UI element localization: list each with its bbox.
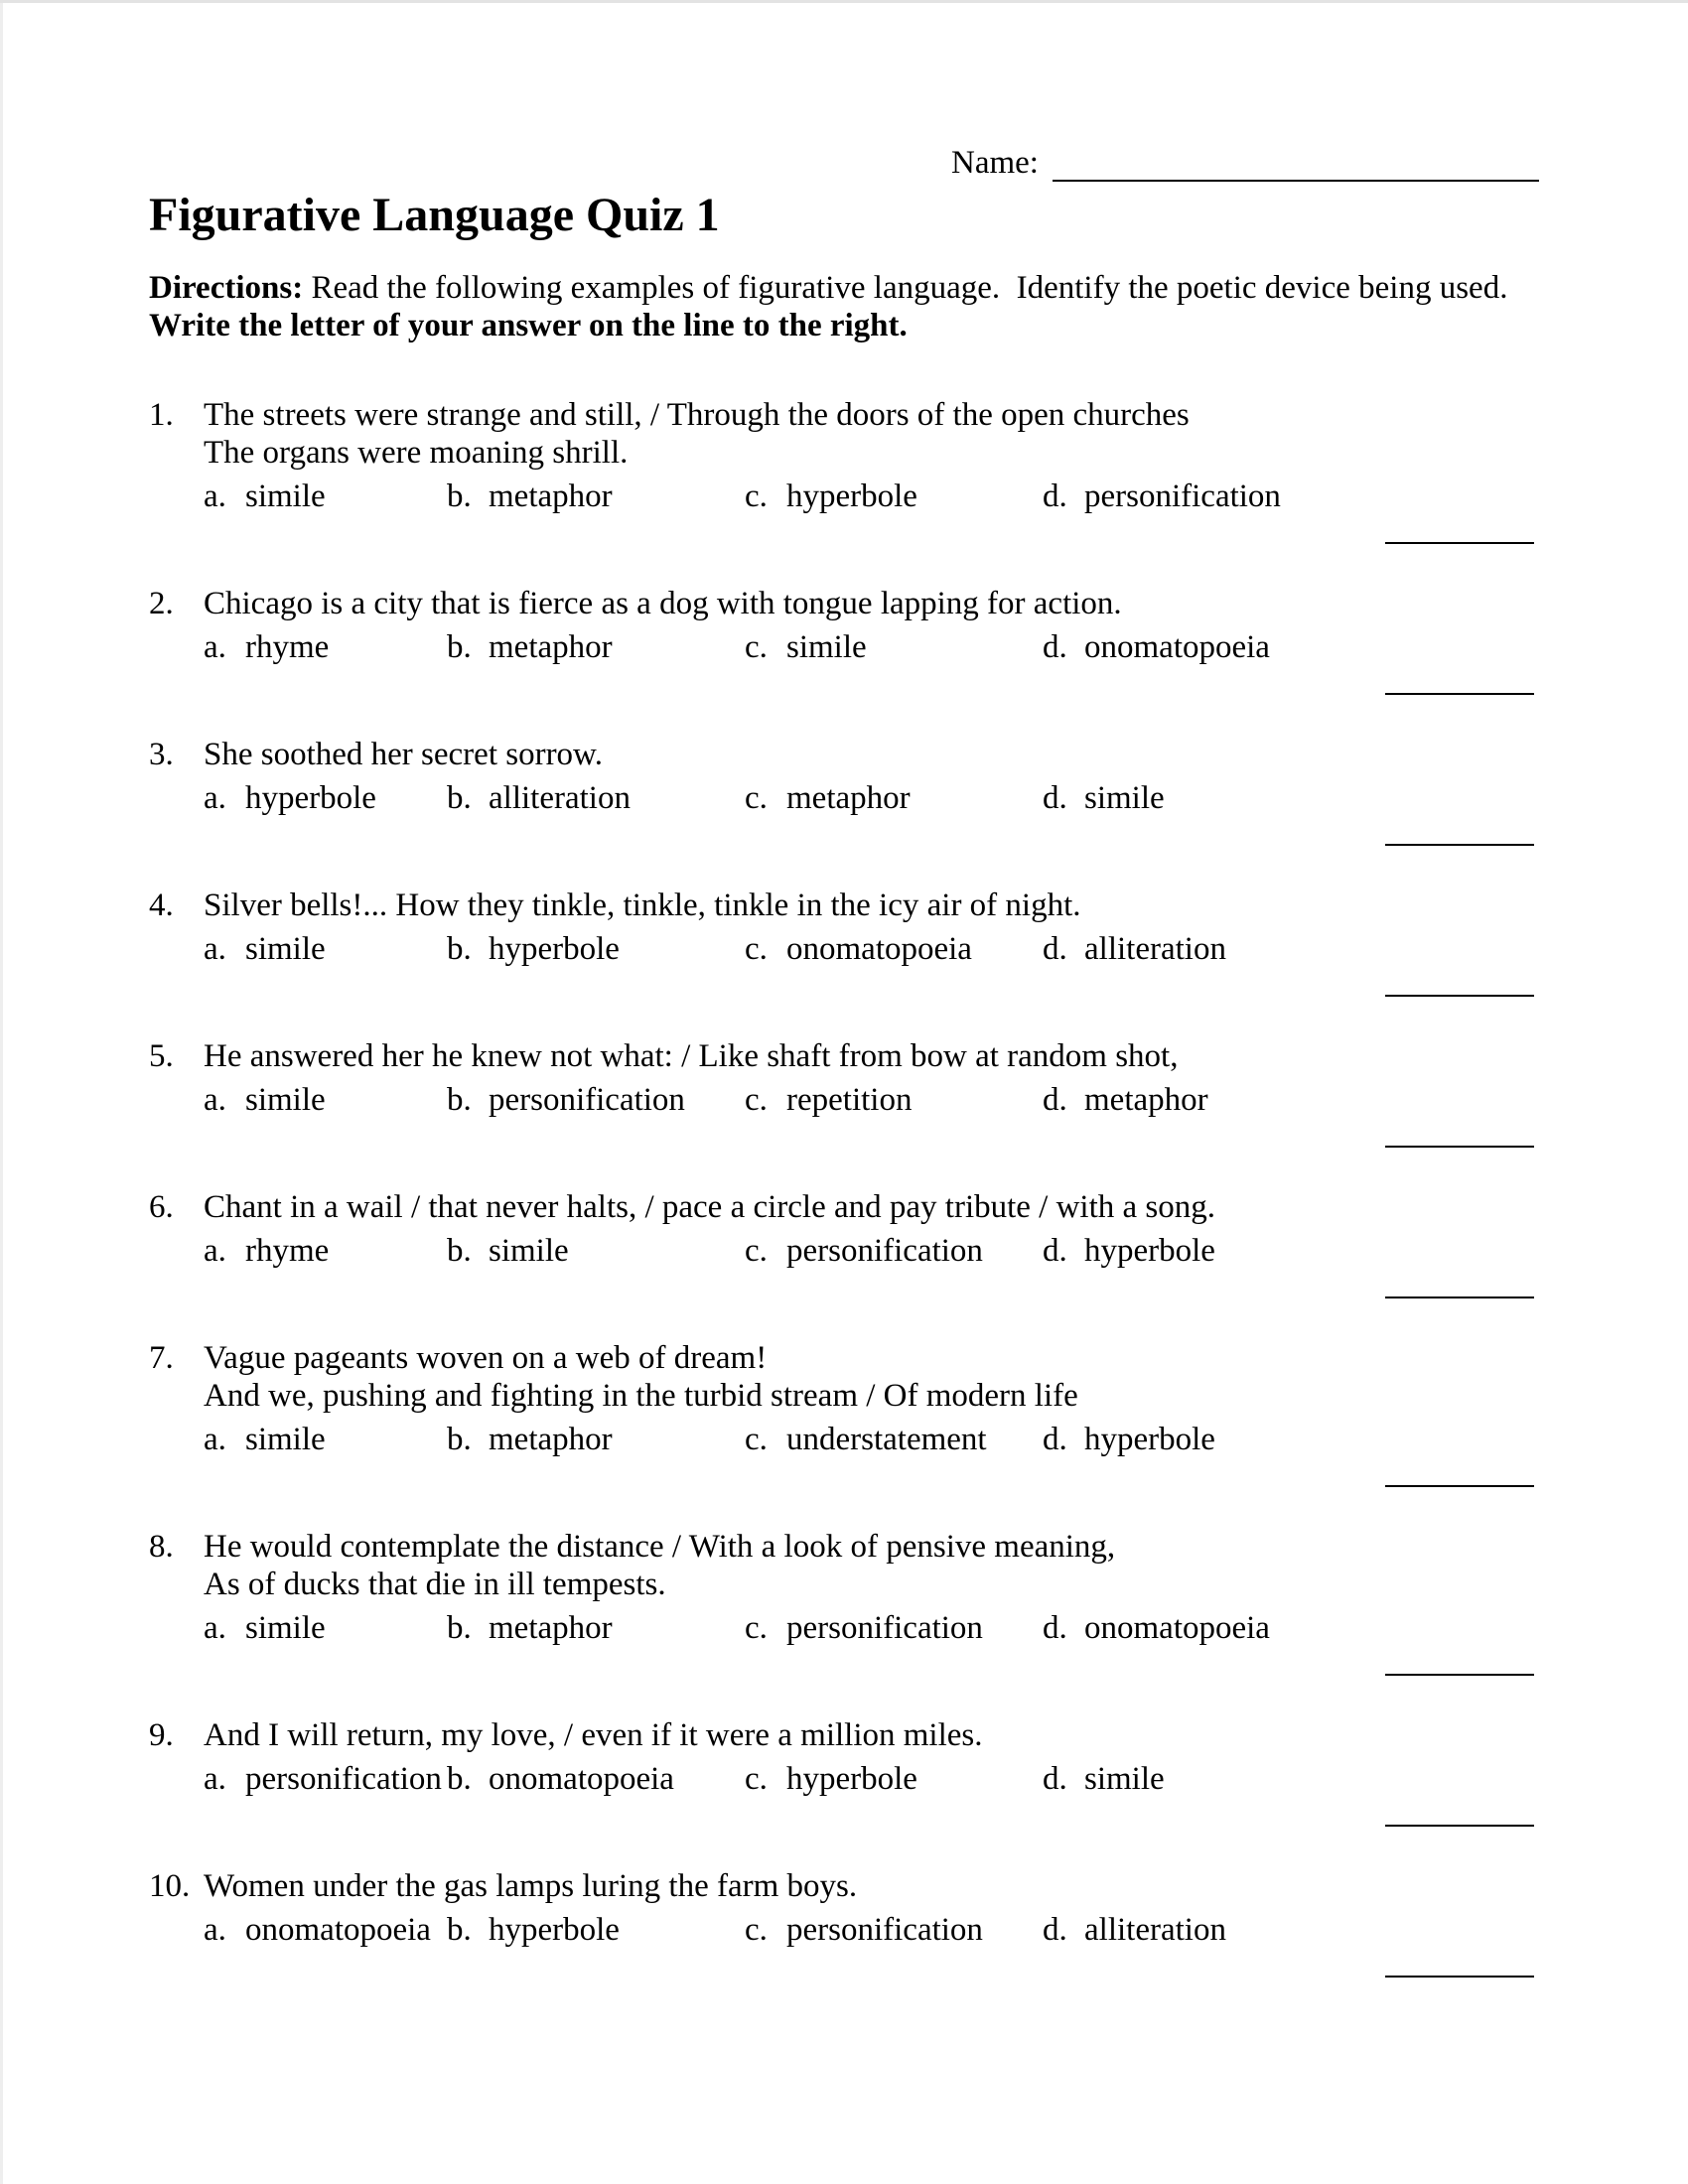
option-letter: a. xyxy=(204,1233,226,1269)
option-b xyxy=(447,478,745,515)
question-number: 4. xyxy=(149,887,174,923)
option-letter: b. xyxy=(447,1422,472,1457)
option-a xyxy=(204,1232,447,1270)
answer-blank-8[interactable] xyxy=(1385,1674,1534,1676)
question-9 xyxy=(149,1716,1539,1827)
option-c xyxy=(745,779,1043,817)
question-10 xyxy=(149,1867,1539,1978)
option-letter: a. xyxy=(204,1912,226,1948)
option-letter: c. xyxy=(745,1082,768,1118)
option-b xyxy=(447,779,745,817)
answer-blank-6[interactable] xyxy=(1385,1297,1534,1298)
option-label: alliteration xyxy=(1084,931,1226,967)
options-row xyxy=(204,1232,1539,1270)
option-d xyxy=(1043,1760,1539,1798)
option-d xyxy=(1043,1609,1539,1647)
option-letter: d. xyxy=(1043,1082,1067,1118)
option-label: personification xyxy=(245,1761,442,1797)
option-d xyxy=(1043,1232,1539,1270)
options-row xyxy=(204,1421,1539,1458)
options-row xyxy=(204,1609,1539,1647)
question-number: 9. xyxy=(149,1717,174,1753)
option-letter: b. xyxy=(447,1761,472,1797)
option-label: onomatopoeia xyxy=(245,1912,431,1948)
option-label: metaphor xyxy=(786,780,911,816)
option-d xyxy=(1043,628,1539,666)
option-label: onomatopoeia xyxy=(1084,629,1270,665)
option-letter: c. xyxy=(745,629,768,665)
option-label: metaphor xyxy=(489,478,613,514)
option-d xyxy=(1043,1421,1539,1458)
option-label: rhyme xyxy=(245,629,330,665)
question-number: 5. xyxy=(149,1038,174,1074)
option-letter: a. xyxy=(204,1610,226,1646)
answer-blank-3[interactable] xyxy=(1385,844,1534,846)
options-row xyxy=(204,628,1539,666)
option-label: metaphor xyxy=(489,1422,613,1457)
option-label: hyperbole xyxy=(1084,1422,1215,1457)
option-letter: a. xyxy=(204,1082,226,1118)
question-quote-line: Vague pageants woven on a web of dream! xyxy=(204,1340,768,1376)
page-title: Figurative Language Quiz 1 xyxy=(149,189,720,241)
question-2 xyxy=(149,585,1539,695)
option-d xyxy=(1043,1911,1539,1949)
option-label: hyperbole xyxy=(786,478,917,514)
option-letter: a. xyxy=(204,1761,226,1797)
question-number: 6. xyxy=(149,1189,174,1225)
option-letter: d. xyxy=(1043,780,1067,816)
option-letter: a. xyxy=(204,629,226,665)
option-letter: c. xyxy=(745,1233,768,1269)
option-b xyxy=(447,1421,745,1458)
option-label: hyperbole xyxy=(489,931,620,967)
question-quote-line: He answered her he knew not what: / Like shaft from bow at random shot, xyxy=(204,1038,1179,1074)
option-c xyxy=(745,1232,1043,1270)
option-c xyxy=(745,478,1043,515)
answer-blank-2[interactable] xyxy=(1385,693,1534,695)
question-number: 3. xyxy=(149,737,174,772)
option-label: personification xyxy=(786,1912,983,1948)
question-3 xyxy=(149,736,1539,846)
option-letter: b. xyxy=(447,931,472,967)
option-label: simile xyxy=(1084,780,1165,816)
option-a xyxy=(204,779,447,817)
option-letter: b. xyxy=(447,1610,472,1646)
answer-blank-1[interactable] xyxy=(1385,542,1534,544)
question-number: 8. xyxy=(149,1529,174,1565)
option-label: metaphor xyxy=(489,1610,613,1646)
option-letter: a. xyxy=(204,780,226,816)
option-label: personification xyxy=(1084,478,1281,514)
question-quote-line: And we, pushing and fighting in the turbid stream / Of modern life xyxy=(204,1378,1078,1414)
option-a xyxy=(204,628,447,666)
option-letter: d. xyxy=(1043,1422,1067,1457)
directions-line1 xyxy=(149,269,1539,307)
name-blank-line[interactable] xyxy=(1053,146,1539,182)
question-1 xyxy=(149,396,1539,544)
option-label: onomatopoeia xyxy=(1084,1610,1270,1646)
option-letter: d. xyxy=(1043,1761,1067,1797)
answer-blank-5[interactable] xyxy=(1385,1146,1534,1148)
option-a xyxy=(204,1081,447,1119)
option-label: rhyme xyxy=(245,1233,330,1269)
option-label: hyperbole xyxy=(786,1761,917,1797)
option-c xyxy=(745,1609,1043,1647)
options-row xyxy=(204,779,1539,817)
option-letter: d. xyxy=(1043,1610,1067,1646)
options-row xyxy=(204,1760,1539,1798)
question-7 xyxy=(149,1339,1539,1487)
option-a xyxy=(204,1421,447,1458)
option-d xyxy=(1043,779,1539,817)
directions-label: Directions: xyxy=(149,270,304,306)
option-label: simile xyxy=(245,478,326,514)
option-label: personification xyxy=(786,1233,983,1269)
option-label: personification xyxy=(489,1082,685,1118)
question-number: 7. xyxy=(149,1340,174,1376)
option-label: repetition xyxy=(786,1082,913,1118)
option-letter: d. xyxy=(1043,478,1067,514)
answer-blank-9[interactable] xyxy=(1385,1825,1534,1827)
option-letter: c. xyxy=(745,1610,768,1646)
option-label: personification xyxy=(786,1610,983,1646)
option-label: metaphor xyxy=(489,629,613,665)
option-letter: c. xyxy=(745,478,768,514)
option-letter: c. xyxy=(745,1912,768,1948)
option-letter: c. xyxy=(745,1422,768,1457)
option-letter: d. xyxy=(1043,629,1067,665)
directions xyxy=(149,269,1539,344)
option-label: simile xyxy=(489,1233,569,1269)
question-quote-line: And I will return, my love, / even if it were a million miles. xyxy=(204,1717,983,1753)
option-label: simile xyxy=(245,931,326,967)
question-8 xyxy=(149,1528,1539,1676)
option-label: onomatopoeia xyxy=(489,1761,674,1797)
option-letter: b. xyxy=(447,1082,472,1118)
option-label: alliteration xyxy=(489,780,631,816)
question-6 xyxy=(149,1188,1539,1298)
option-a xyxy=(204,478,447,515)
option-label: simile xyxy=(1084,1761,1165,1797)
directions-line2: Write the letter of your answer on the line to the right. xyxy=(149,308,908,343)
question-quote-line: Silver bells!... How they tinkle, tinkle, tinkle in the icy air of night. xyxy=(204,887,1081,923)
question-quote-line: He would contemplate the distance / With a look of pensive meaning, xyxy=(204,1529,1116,1565)
option-d xyxy=(1043,1081,1539,1119)
option-letter: a. xyxy=(204,1422,226,1457)
option-c xyxy=(745,1760,1043,1798)
option-label: simile xyxy=(786,629,867,665)
option-letter: d. xyxy=(1043,931,1067,967)
option-label: metaphor xyxy=(1084,1082,1208,1118)
option-c xyxy=(745,1081,1043,1119)
question-quote-line: Women under the gas lamps luring the farm boys. xyxy=(204,1868,858,1904)
option-c xyxy=(745,1421,1043,1458)
question-4 xyxy=(149,887,1539,997)
option-letter: a. xyxy=(204,478,226,514)
option-b xyxy=(447,1609,745,1647)
question-list xyxy=(149,396,1539,1978)
option-b xyxy=(447,1911,745,1949)
option-c xyxy=(745,930,1043,968)
option-c xyxy=(745,628,1043,666)
option-label: alliteration xyxy=(1084,1912,1226,1948)
option-letter: a. xyxy=(204,931,226,967)
options-row xyxy=(204,478,1539,515)
question-number: 1. xyxy=(149,397,174,433)
question-quote-line: As of ducks that die in ill tempests. xyxy=(204,1567,666,1602)
option-label: onomatopoeia xyxy=(786,931,972,967)
answer-blank-7[interactable] xyxy=(1385,1485,1534,1487)
options-row xyxy=(204,930,1539,968)
option-letter: d. xyxy=(1043,1233,1067,1269)
option-label: understatement xyxy=(786,1422,987,1457)
option-label: simile xyxy=(245,1610,326,1646)
question-quote-line: Chant in a wail / that never halts, / pace a circle and pay tribute / with a song. xyxy=(204,1189,1216,1225)
name-row xyxy=(951,144,1539,182)
option-b xyxy=(447,1760,745,1798)
question-quote-line: The streets were strange and still, / Through the doors of the open churches xyxy=(204,397,1190,433)
option-a xyxy=(204,1911,447,1949)
option-b xyxy=(447,1232,745,1270)
question-quote-line: She soothed her secret sorrow. xyxy=(204,737,603,772)
name-label: Name: xyxy=(951,145,1039,181)
option-letter: d. xyxy=(1043,1912,1067,1948)
option-c xyxy=(745,1911,1043,1949)
option-a xyxy=(204,1760,447,1798)
options-row xyxy=(204,1911,1539,1949)
answer-blank-10[interactable] xyxy=(1385,1976,1534,1978)
option-label: hyperbole xyxy=(489,1912,620,1948)
option-letter: b. xyxy=(447,780,472,816)
option-label: simile xyxy=(245,1422,326,1457)
option-d xyxy=(1043,930,1539,968)
question-number: 10. xyxy=(149,1868,191,1904)
option-letter: c. xyxy=(745,780,768,816)
option-letter: c. xyxy=(745,1761,768,1797)
option-label: hyperbole xyxy=(1084,1233,1215,1269)
option-label: hyperbole xyxy=(245,780,376,816)
option-d xyxy=(1043,478,1539,515)
option-letter: c. xyxy=(745,931,768,967)
options-row xyxy=(204,1081,1539,1119)
question-quote-line: The organs were moaning shrill. xyxy=(204,435,629,471)
option-b xyxy=(447,628,745,666)
question-number: 2. xyxy=(149,586,174,621)
option-letter: b. xyxy=(447,478,472,514)
option-b xyxy=(447,930,745,968)
directions-text: Read the following examples of figurative language. Identify the poetic device being used. xyxy=(303,270,1508,306)
option-letter: b. xyxy=(447,1233,472,1269)
answer-blank-4[interactable] xyxy=(1385,995,1534,997)
question-5 xyxy=(149,1037,1539,1148)
option-a xyxy=(204,1609,447,1647)
option-label: simile xyxy=(245,1082,326,1118)
option-a xyxy=(204,930,447,968)
question-quote-line: Chicago is a city that is fierce as a dog with tongue lapping for action. xyxy=(204,586,1122,621)
option-b xyxy=(447,1081,745,1119)
option-letter: b. xyxy=(447,1912,472,1948)
option-letter: b. xyxy=(447,629,472,665)
